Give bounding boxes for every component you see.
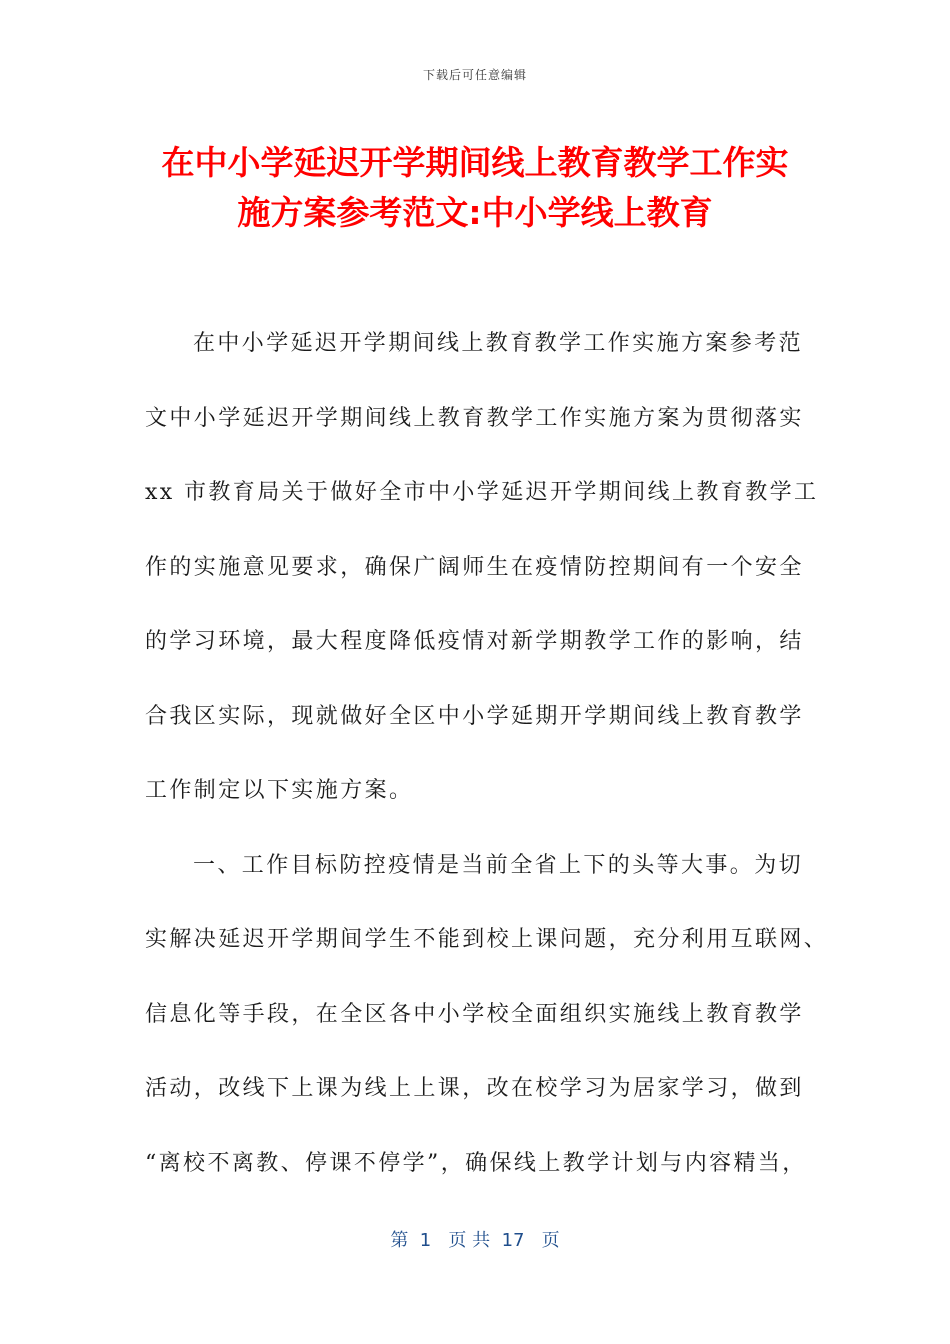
paragraph-line: 一、工作目标防控疫情是当前全省上下的头等大事。为切 (193, 852, 804, 878)
paragraph-line: 在中小学延迟开学期间线上教育教学工作实施方案参考范 (193, 331, 804, 356)
paragraph-line: xx 市教育局关于做好全市中小学延迟开学期间线上教育教学工 (145, 480, 819, 505)
paragraph-line: 合我区实际，现就做好全区中小学延期开学期间线上教育教学 (145, 703, 804, 729)
paragraph-line: 的学习环境，最大程度降低疫情对新学期教学工作的影响，结 (145, 629, 804, 654)
page-number-footer: 第 1 页 共 17 页 (390, 1230, 560, 1251)
paragraph-line: 实解决延迟开学期间学生不能到校上课问题，充分利用互联网、 (145, 927, 829, 952)
paragraph-line: 信息化等手段，在全区各中小学校全面组织实施线上教育教学 (145, 1001, 804, 1027)
document-title (145, 138, 805, 238)
paragraph-line: “离校不离教、停课不停学”，确保线上教学计划与内容精当， (145, 1150, 807, 1176)
title-line-1: 在中小学延迟开学期间线上教育教学工作实 (161, 143, 789, 182)
body-text (145, 318, 829, 1212)
title-line-2: 施方案参考范文:中小学线上教育 (237, 193, 713, 232)
paragraph-line: 活动，改线下上课为线上上课，改在校学习为居家学习，做到 (145, 1076, 804, 1101)
paragraph-line: 工作制定以下实施方案。 (145, 778, 414, 803)
paragraph-line: 作的实施意见要求，确保广阔师生在疫情防控期间有一个安全 (145, 554, 804, 580)
paragraph-line: 文中小学延迟开学期间线上教育教学工作实施方案为贯彻落实 (145, 405, 804, 431)
header-note: 下载后可任意编辑 (422, 68, 527, 82)
